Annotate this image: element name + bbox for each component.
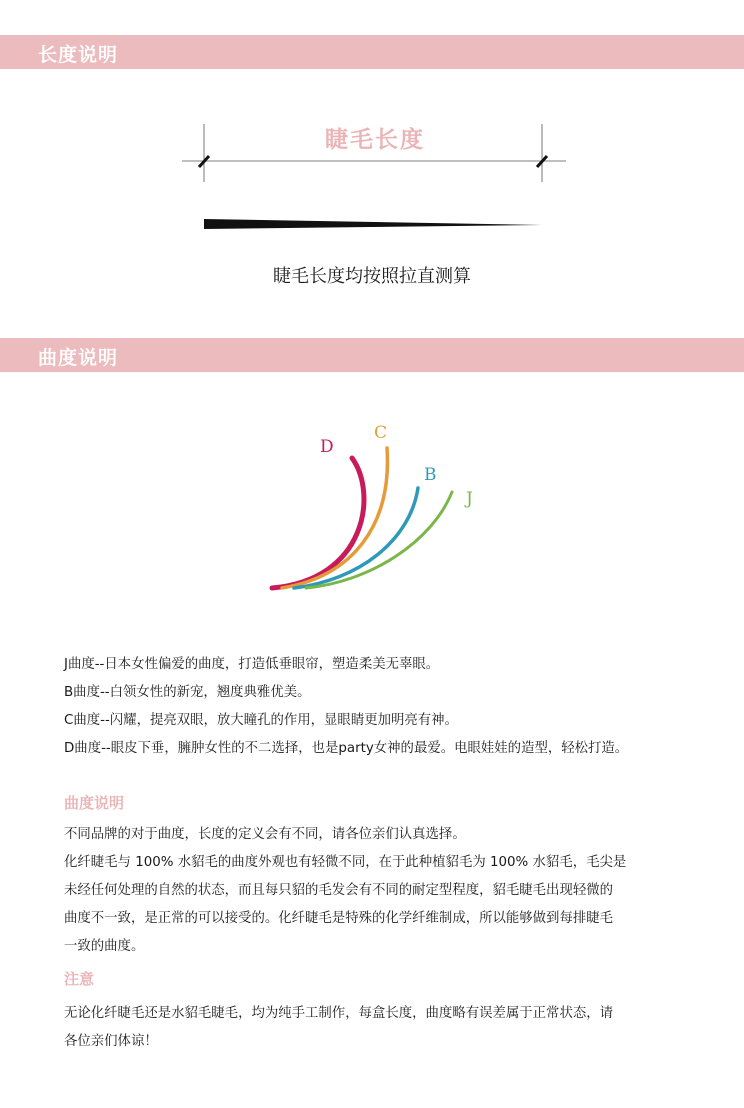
curl-label-d: D xyxy=(320,437,334,457)
length-diagram-title: 睫毛长度 xyxy=(325,127,425,153)
section-header-curl xyxy=(0,338,744,372)
notice-line: 无论化纤睫毛还是水貂毛睫毛，均为纯手工制作，每盒长度，曲度略有误差属于正常状态，请 xyxy=(64,1006,614,1021)
curl-note-line: 一致的曲度。 xyxy=(64,939,145,954)
length-caption: 睫毛长度均按照拉直测算 xyxy=(273,266,471,287)
curl-type-c: C曲度--闪耀，提亮双眼，放大瞳孔的作用，显眼睛更加明亮有神。 xyxy=(64,713,458,728)
curl-label-b: B xyxy=(424,465,437,485)
curl-type-d: D曲度--眼皮下垂，臃肿女性的不二选择，也是party女神的最爱。电眼娃娃的造型，轻松打造。 xyxy=(64,741,629,756)
curl-label-j: J xyxy=(466,489,473,509)
curl-note-line: 不同品牌的对于曲度，长度的定义会有不同，请各位亲们认真选择。 xyxy=(64,827,466,842)
notice-paragraph xyxy=(64,1000,694,1056)
curl-note-paragraph xyxy=(64,821,694,961)
curl-note-line: 未经任何处理的自然的状态，而且每只貂的毛发会有不同的耐定型程度，貂毛睫毛出现轻微的 xyxy=(64,883,614,898)
curl-diagram xyxy=(260,412,500,602)
section-title-length: 长度说明 xyxy=(38,44,119,66)
curl-label-c: C xyxy=(374,423,388,443)
curl-note-line: 化纤睫毛与 100% 水貂毛的曲度外观也有轻微不同，在于此种植貂毛为 100% 水貂毛，毛尖是 xyxy=(64,855,627,870)
curl-type-list xyxy=(64,651,704,763)
curl-type-b: B曲度--白领女性的新宠，翘度典雅优美。 xyxy=(64,685,311,700)
curl-type-j: J曲度--日本女性偏爱的曲度，打造低垂眼帘，塑造柔美无辜眼。 xyxy=(64,657,440,672)
notice-title: 注意 xyxy=(64,970,95,988)
section-header-length xyxy=(0,35,744,69)
section-title-curl: 曲度说明 xyxy=(38,347,119,369)
length-diagram xyxy=(180,118,570,238)
notice-line: 各位亲们体谅！ xyxy=(64,1034,158,1049)
curl-note-line: 曲度不一致，是正常的可以接受的。化纤睫毛是特殊的化学纤维制成，所以能够做到每排睫毛 xyxy=(64,911,614,926)
straight-lash-shape xyxy=(204,219,542,229)
curl-c-line xyxy=(282,448,387,588)
curl-note-title: 曲度说明 xyxy=(64,794,125,812)
curl-d-line xyxy=(272,458,364,588)
